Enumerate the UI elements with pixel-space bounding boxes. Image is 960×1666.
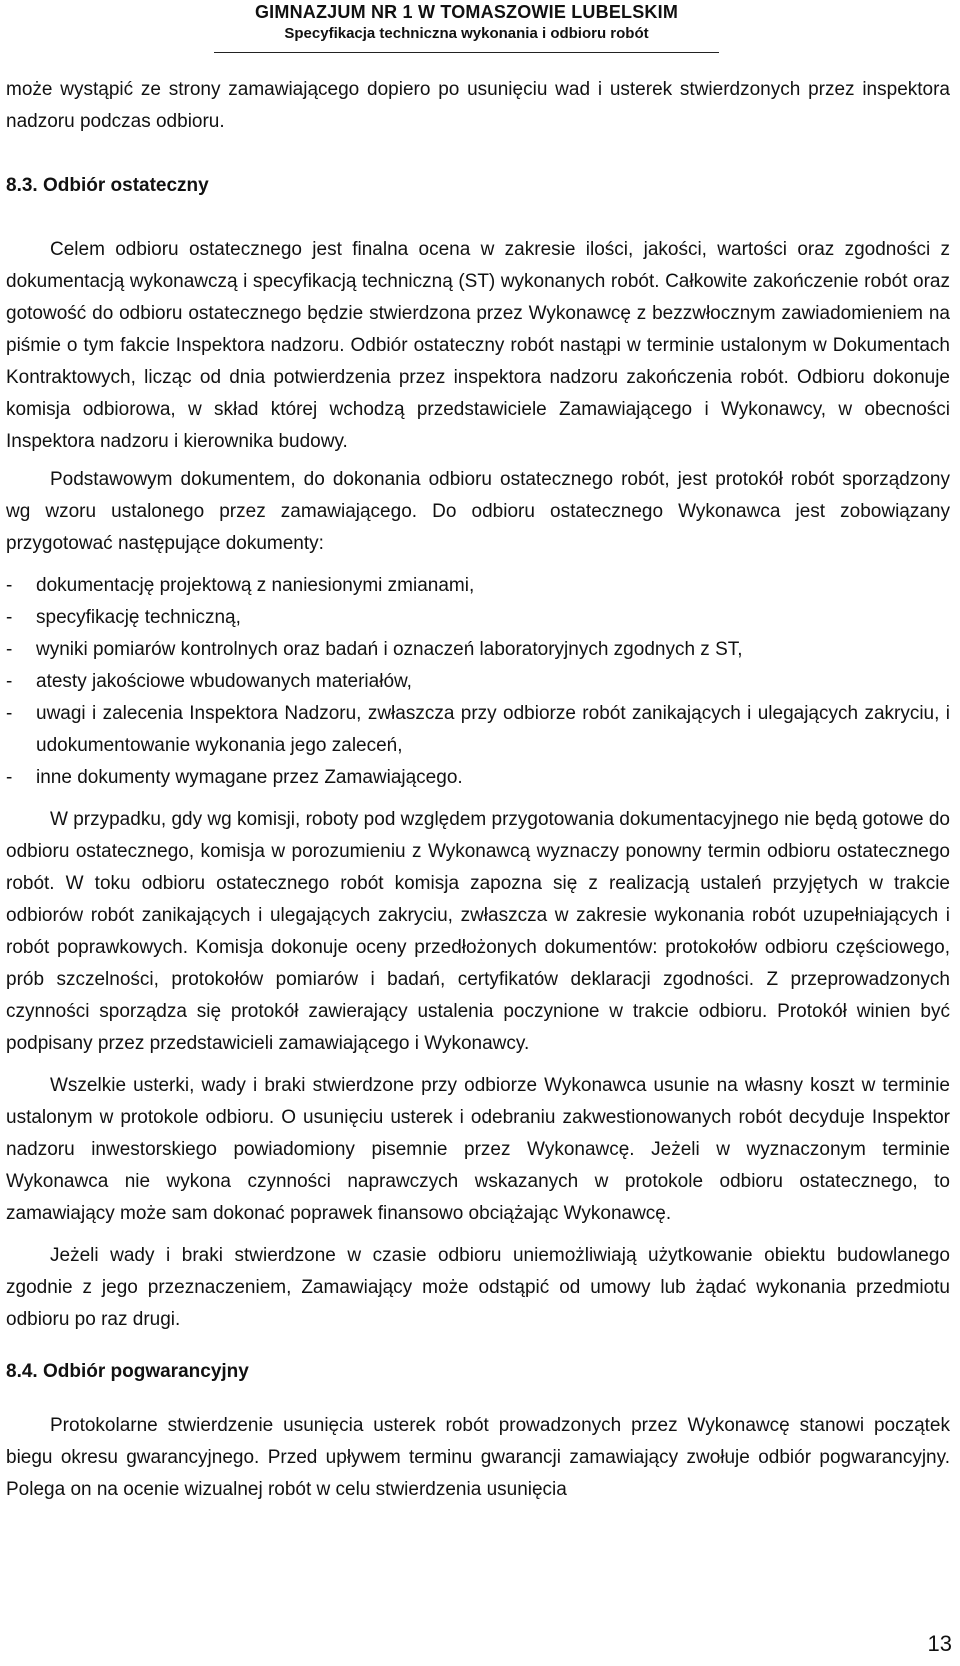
list-item: - inne dokumenty wymagane przez Zamawiającego. [6, 762, 950, 794]
list-item: - uwagi i zalecenia Inspektora Nadzoru, zwłaszcza przy odbiorze robót zanikających i ulegających zakryciu, i udokumentowanie wykonania jego zaleceń, [6, 698, 950, 762]
list-item: - atesty jakościowe wbudowanych materiałów, [6, 666, 950, 698]
paragraph: Protokolarne stwierdzenie usunięcia usterek robót prowadzonych przez Wykonawcę stanowi początek biegu okresu gwarancyjnego. Przed upływem terminu gwarancji zamawiający zwołuje odbiór pogwarancyjny. Polega on na ocenie wizualnej robót w celu stwierdzenia usunięcia [6, 1415, 950, 1500]
paragraph: Podstawowym dokumentem, do dokonania odbioru ostatecznego robót, jest protokół robót sporządzony wg wzoru ustalonego przez zamawiającego. Do odbioru ostatecznego Wykonawca jest zobowiązany przygotować następujące dokumenty: [6, 469, 950, 554]
intro-paragraph: może wystąpić ze strony zamawiającego dopiero po usunięciu wad i usterek stwierdzonych przez inspektora nadzoru podczas odbioru. [6, 79, 950, 132]
paragraph: W przypadku, gdy wg komisji, roboty pod względem przygotowania dokumentacyjnego nie będą gotowe do odbioru ostatecznego, komisja w porozumieniu z Wykonawcą wyznaczy ponowny termin odbioru ostatecznego robót. W toku odbioru ostatecznego robót komisja zapozna się z realizacją ustaleń przyjętych w trakcie odbiorów robót zanikających i ulegających zakryciu, zwłaszcza w zakresie wykonania robót uzupełniających i robót poprawkowych. Komisja dokonuje oceny przedłożonych dokumentów: protokołów odbioru częściowego, prób szczelności, protokołów pomiarów i badań, certyfikatów deklaracji zgodności. Z przeprowadzonych czynności sporządza się protokół zawierający ustalenia poczynione w trakcie odbioru. Protokół winien być podpisany przez przedstawicieli zamawiającego i Wykonawcy. [6, 809, 950, 1054]
list-item: - specyfikację techniczną, [6, 602, 950, 634]
header-rule [214, 52, 719, 53]
header-subtitle: Specyfikacja techniczna wykonania i odbioru robót [284, 25, 649, 42]
header-title: GIMNAZJUM NR 1 W TOMASZOWIE LUBELSKIM [254, 2, 679, 22]
documents-list [6, 570, 950, 794]
paragraph: Wszelkie usterki, wady i braki stwierdzone przy odbiorze Wykonawca usunie na własny koszt w terminie ustalonym w protokole odbioru. O usunięciu usterek i odebraniu zakwestionowanych robót decyduje Inspektor nadzoru inwestorskiego powiadomiony pisemnie przez Wykonawcę. Jeżeli w wyznaczonym terminie Wykonawca nie wykona czynności naprawczych wskazanych w protokole odbioru ostatecznego, to zamawiający może sam dokonać poprawek finansowo obciążając Wykonawcę. [6, 1075, 950, 1224]
section-heading-8-4: 8.4. Odbiór pogwarancyjny [6, 1361, 249, 1382]
page-number: 13 [927, 1631, 952, 1656]
document-body [6, 74, 950, 1506]
paragraph: Celem odbioru ostatecznego jest finalna ocena w zakresie ilości, jakości, wartości oraz zgodności z dokumentacją wykonawczą i specyfikacją techniczną (ST) wykonanych robót. Całkowite zakończenie robót oraz gotowość do odbioru ostatecznego będzie stwierdzona przez Wykonawcę z bezzwłocznym zawiadomieniem na piśmie o tym fakcie Inspektora nadzoru. Odbiór ostateczny robót nastąpi w terminie ustalonym w Dokumentach Kontraktowych, licząc od dnia potwierdzenia przez inspektora nadzoru zakończenia robót. Odbioru dokonuje komisja odbiorowa, w skład której wchodzą przedstawiciele Zamawiającego i Wykonawcy, w obecności Inspektora nadzoru i kierownika budowy. [6, 239, 950, 452]
list-item: - wyniki pomiarów kontrolnych oraz badań i oznaczeń laboratoryjnych zgodnych z ST, [6, 634, 950, 666]
list-item: - dokumentację projektową z naniesionymi zmianami, [6, 570, 950, 602]
paragraph: Jeżeli wady i braki stwierdzone w czasie odbioru uniemożliwiają użytkowanie obiektu budowlanego zgodnie z jego przeznaczeniem, Zamawiający może odstąpić od umowy lub żądać wykonania przedmiotu odbioru po raz drugi. [6, 1245, 950, 1330]
section-heading-8-3: 8.3. Odbiór ostateczny [6, 175, 209, 196]
